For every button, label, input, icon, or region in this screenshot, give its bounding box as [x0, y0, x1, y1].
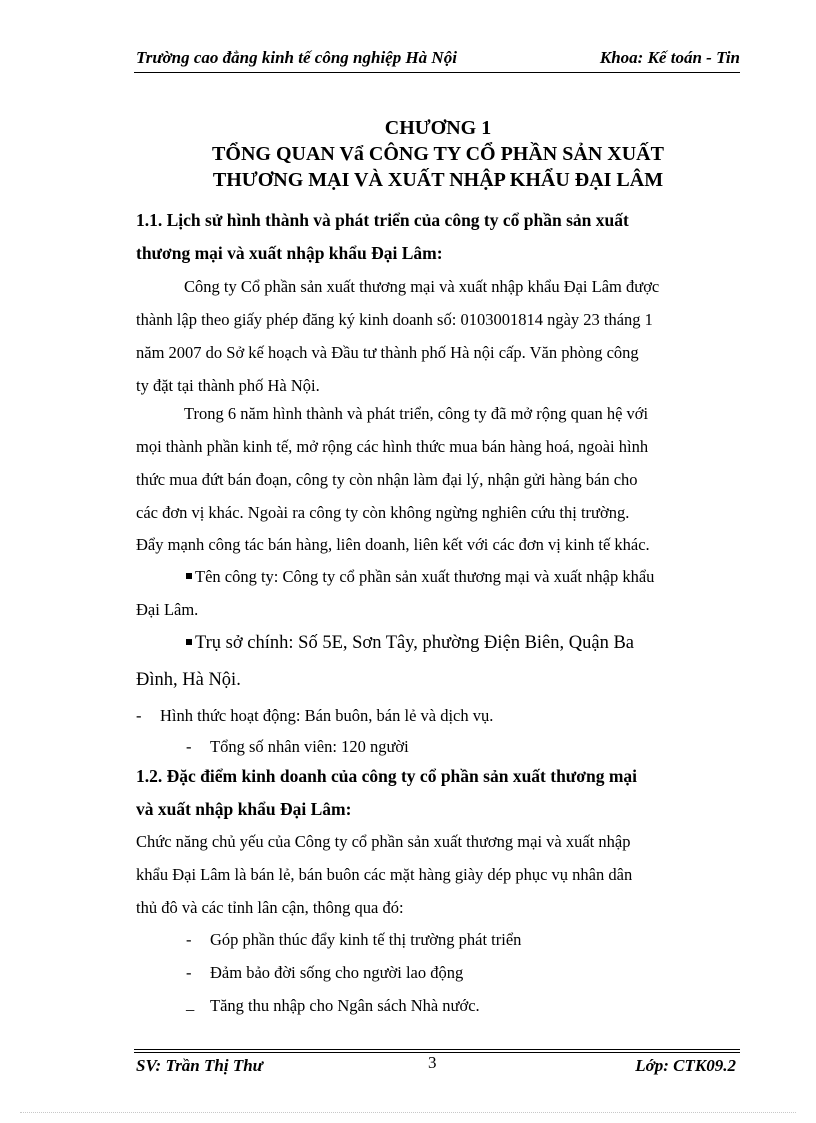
page-header	[136, 48, 740, 72]
head-office-text: Trụ sở chính: Số 5E, Sơn Tây, phường Điện Biên, Quận Ba	[195, 633, 635, 653]
page-edge-divider	[20, 1112, 796, 1113]
footer-rule-top	[134, 1049, 740, 1050]
section1-p2-line3: thức mua đứt bán đoạn, công ty còn nhận làm đại lý, nhận gửi hàng bán cho	[136, 470, 638, 489]
section1-heading-line2: thương mại và xuất nhập khẩu Đại Lâm:	[136, 243, 443, 263]
staff-line: Tổng số nhân viên: 120 người	[210, 737, 409, 756]
section2-p1-line3: thủ đô và các tỉnh lân cận, thông qua đó:	[136, 898, 404, 917]
section2-heading-line1: 1.2. Đặc điểm kinh doanh của công ty cổ phần sản xuất thương mại	[136, 766, 638, 786]
activity-dash: -	[136, 706, 142, 725]
square-bullet-icon	[186, 573, 192, 579]
section1-p2-line2: mọi thành phần kinh tế, mở rộng các hình thức mua bán hàng hoá, ngoài hình	[136, 437, 649, 456]
header-department: Khoa: Kế toán - Tin	[599, 48, 740, 67]
page-number: 3	[428, 1053, 437, 1072]
bullet2-dash: -	[186, 963, 192, 982]
section1-p2-line4: các đơn vị khác. Ngoài ra công ty còn không ngừng nghiên cứu thị trường.	[136, 503, 630, 522]
company-name-line1	[186, 567, 654, 587]
section1-heading-line1: 1.1. Lịch sử hình thành và phát triển của công ty cổ phần sản xuất	[136, 210, 629, 230]
chapter-number: CHƯƠNG 1	[384, 117, 492, 139]
staff-dash: -	[186, 737, 192, 756]
section1-p1-line3: năm 2007 do Sở kế hoạch và Đầu tư thành phố Hà nội cấp. Văn phòng công	[136, 343, 639, 362]
bullet3-text: Tăng thu nhập cho Ngân sách Nhà nước.	[210, 996, 480, 1015]
company-name-text: Tên công ty: Công ty cổ phần sản xuất thương mại và xuất nhập khẩu	[195, 567, 655, 586]
section1-p1-line1: Công ty Cổ phần sản xuất thương mại và xuất nhập khẩu Đại Lâm được	[184, 277, 660, 296]
header-school: Trường cao đẳng kinh tế công nghiệp Hà Nội	[136, 48, 457, 67]
square-bullet-icon	[186, 639, 192, 645]
footer-class: Lớp: CTK09.2	[635, 1056, 736, 1075]
section2-p1-line1: Chức năng chủ yếu của Công ty cổ phần sản xuất thương mại và xuất nhập	[136, 832, 631, 851]
head-office-line1	[186, 633, 634, 654]
bullet2-text: Đảm bảo đời sống cho người lao động	[210, 963, 464, 982]
section1-p1-line2: thành lập theo giấy phép đăng ký kinh doanh số: 0103001814 ngày 23 tháng 1	[136, 310, 653, 329]
footer-student: SV: Trần Thị Thư	[136, 1056, 263, 1075]
company-name-line2: Đại Lâm.	[136, 600, 199, 619]
footer-rule-bottom	[134, 1052, 740, 1053]
bullet1-dash: -	[186, 930, 192, 949]
head-office-line2: Đình, Hà Nội.	[136, 670, 241, 690]
header-rule	[134, 72, 740, 73]
activity-line: Hình thức hoạt động: Bán buôn, bán lẻ và dịch vụ.	[160, 706, 494, 725]
chapter-title-line1: TỔNG QUAN Vẩ CÔNG TY CỔ PHẦN SẢN XUẤT	[212, 143, 664, 165]
section1-p2-line5: Đẩy mạnh công tác bán hàng, liên doanh, liên kết với các đơn vị kinh tế khác.	[136, 535, 650, 554]
section1-p1-line4: ty đặt tại thành phố Hà Nội.	[136, 376, 320, 395]
chapter-title-line2: THƯƠNG MẠI VÀ XUẤT NHẬP KHẨU ĐẠI LÂM	[212, 169, 664, 191]
section1-p2-line1: Trong 6 năm hình thành và phát triển, công ty đã mở rộng quan hệ với	[184, 404, 649, 423]
bullet3-dash: _	[186, 994, 195, 1013]
section2-p1-line2: khẩu Đại Lâm là bán lẻ, bán buôn các mặt hàng giày dép phục vụ nhân dân	[136, 865, 633, 884]
section2-heading-line2: và xuất nhập khẩu Đại Lâm:	[136, 799, 352, 819]
bullet1-text: Góp phần thúc đẩy kinh tế thị trường phát triển	[210, 930, 522, 949]
